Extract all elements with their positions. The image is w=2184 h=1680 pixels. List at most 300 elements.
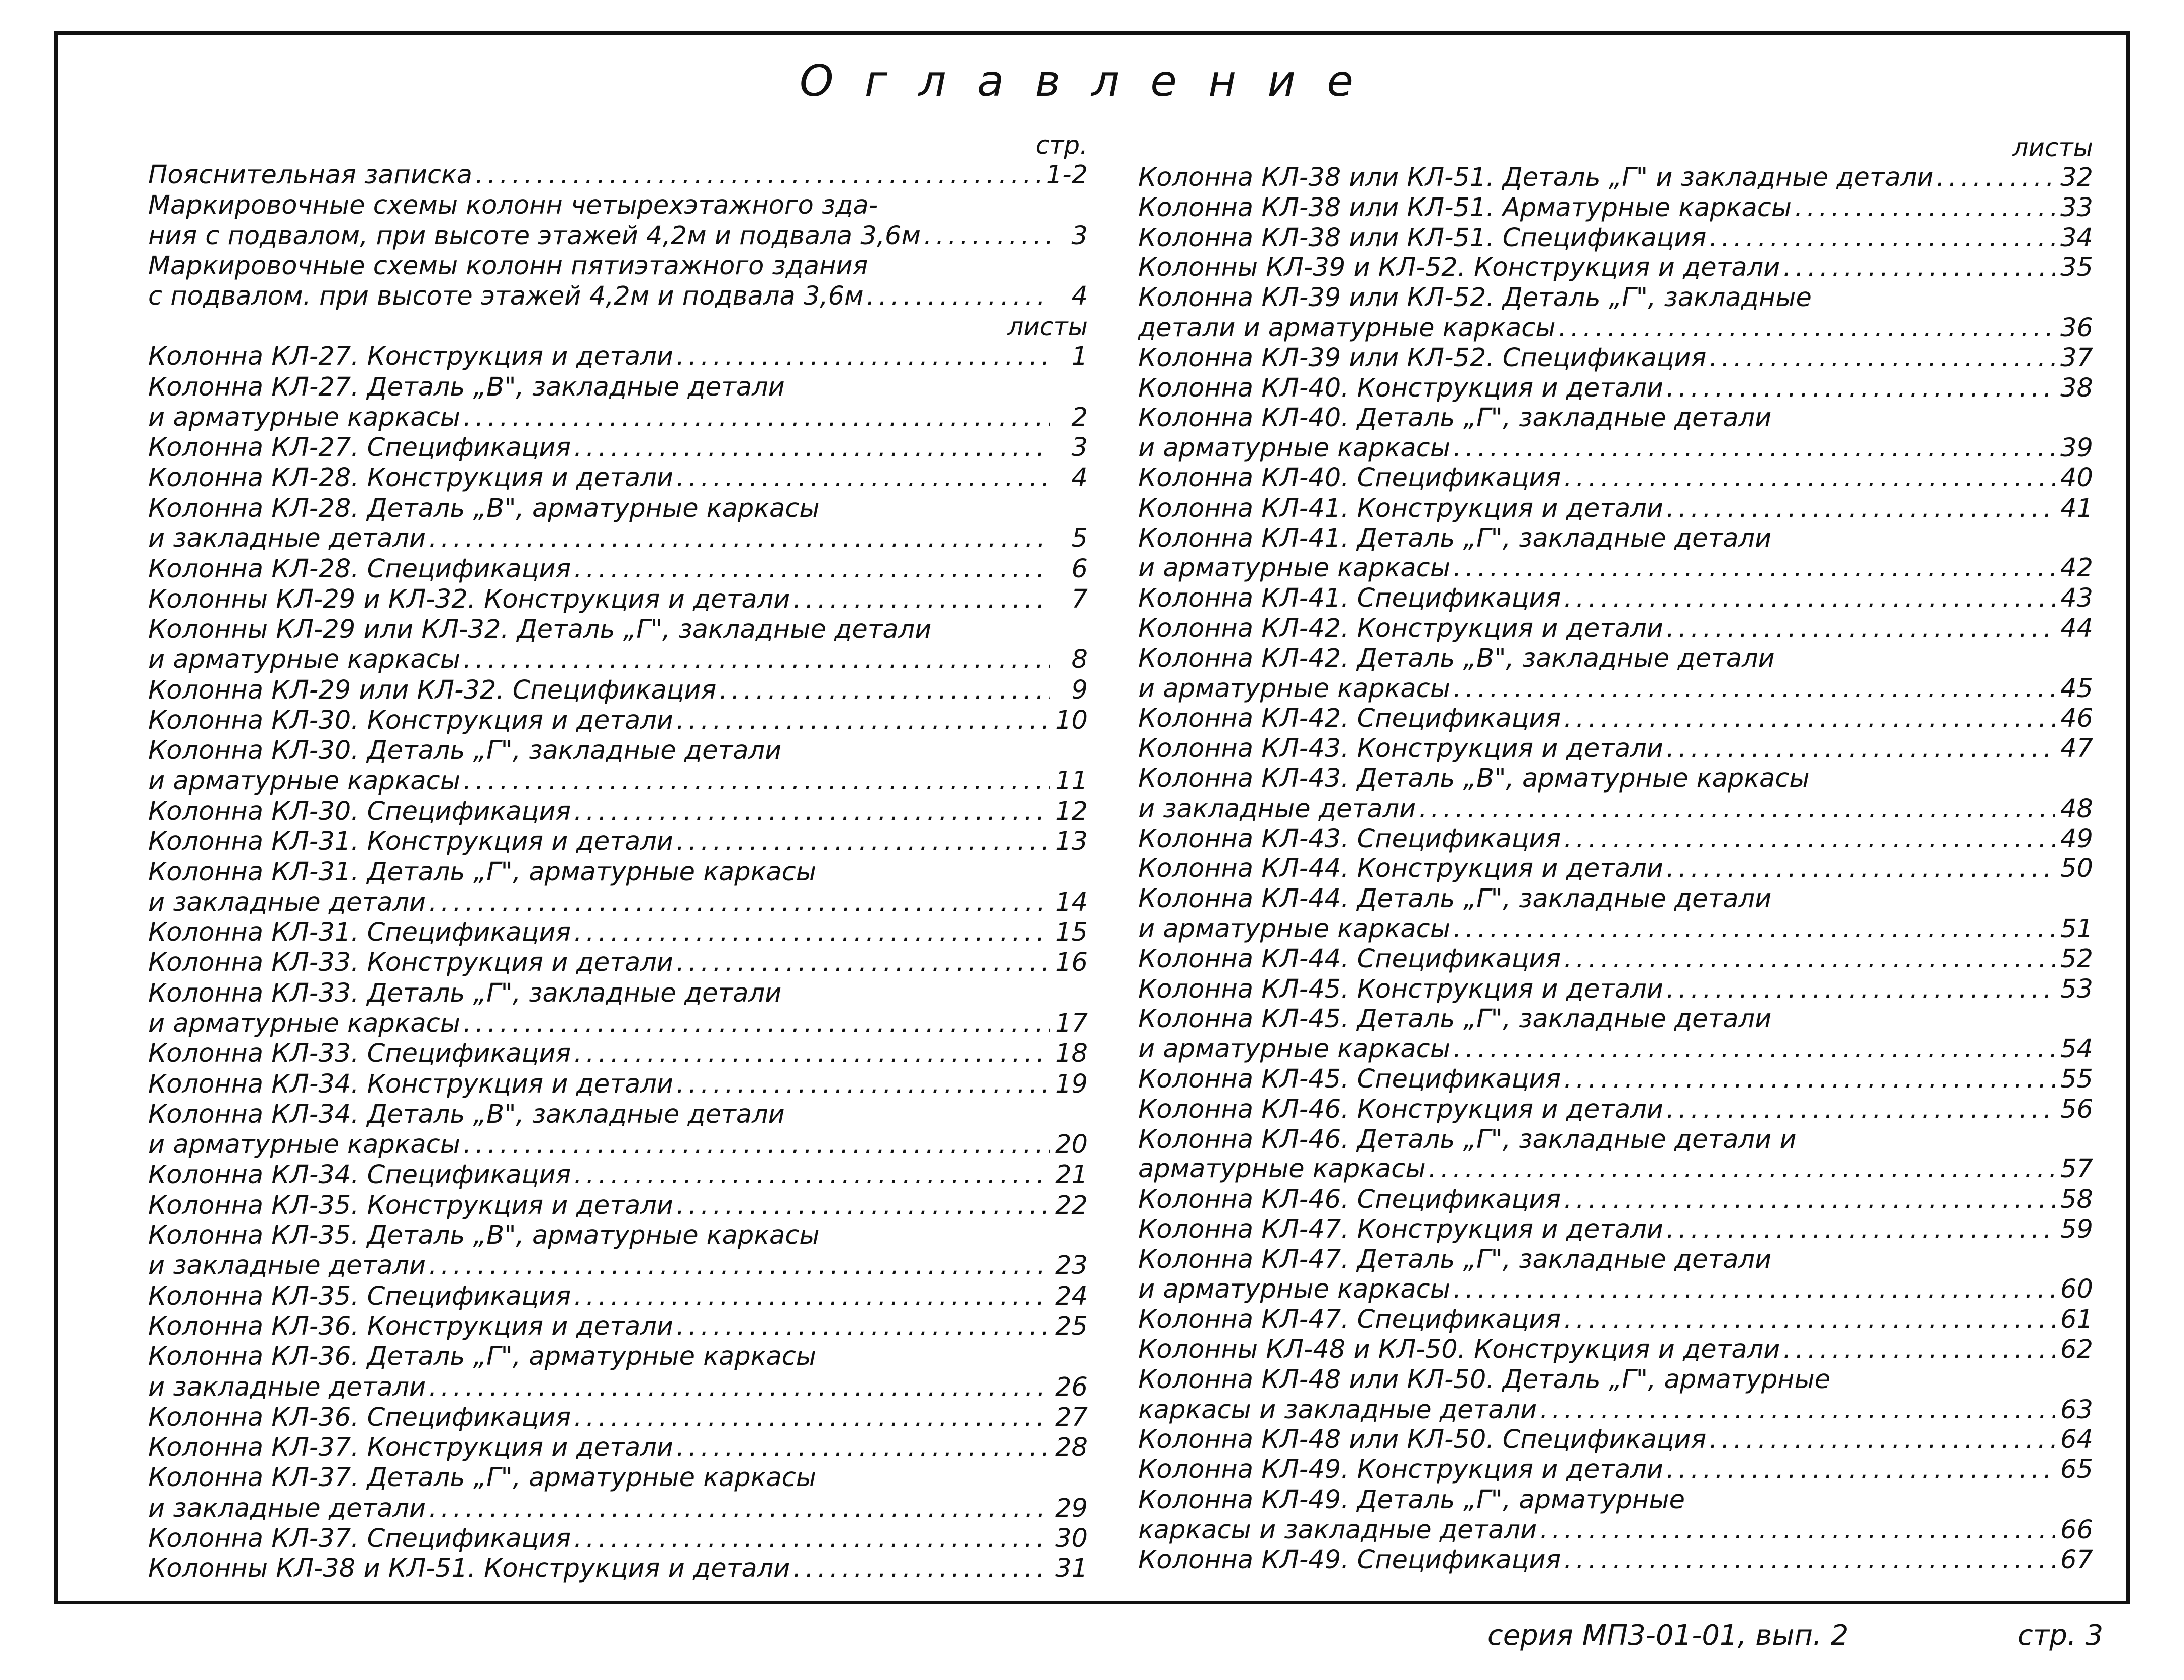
dot-leader (676, 827, 1050, 857)
dot-leader (1666, 373, 2055, 404)
toc-entry (148, 1463, 1088, 1524)
toc-entry-line (148, 1463, 1088, 1493)
toc-entry-text: Колонна КЛ-44. Деталь „Г", закладные детали (1138, 884, 1772, 914)
sheet-number: 52 (2060, 944, 2093, 974)
toc-entry-line (148, 251, 1088, 281)
sheet-number: 10 (1055, 706, 1088, 736)
toc-entry-line (148, 342, 1088, 372)
toc-entry (148, 1069, 1088, 1100)
toc-entry-text: Колонна КЛ-31. Конструкция и детали (148, 827, 673, 857)
toc-entry-text: Колонна КЛ-35. Спецификация (148, 1281, 571, 1311)
dot-leader (574, 433, 1050, 463)
dot-leader (1564, 1305, 2055, 1335)
toc-entry-line (148, 706, 1088, 736)
toc-entry-line (1138, 493, 2093, 524)
toc-entry-line (1138, 253, 2093, 283)
sheet-number: 8 (1071, 645, 1088, 675)
toc-entry-line (148, 1191, 1088, 1221)
toc-entry-line (148, 1130, 1088, 1160)
sheet-number: 57 (2060, 1154, 2093, 1184)
page-title: Оглавление (799, 56, 1385, 107)
dot-leader (1666, 493, 2055, 524)
toc-entry-text: и арматурные каркасы (1138, 914, 1450, 944)
dot-leader (475, 160, 1043, 190)
toc-entry (1138, 1095, 2093, 1125)
toc-entry-text: с подвалом. при высоте этажей 4,2м и подвала 3,6м (148, 281, 864, 312)
toc-entry-line (1138, 824, 2093, 854)
toc-entry (1138, 193, 2093, 223)
toc-entry-text: и арматурные каркасы (148, 766, 460, 796)
toc-entry-line (1138, 163, 2093, 193)
dot-leader (1709, 223, 2055, 253)
toc-entry-line (1138, 1395, 2093, 1425)
toc-entry-text: Колонна КЛ-33. Деталь „Г", закладные детали (148, 978, 782, 1008)
dot-leader (676, 948, 1050, 978)
toc-entry-line (148, 1433, 1088, 1463)
toc-entry-line (148, 645, 1088, 675)
sheet-number: 25 (1055, 1311, 1088, 1341)
sheet-number: 17 (1055, 1009, 1088, 1039)
sheet-number: 64 (2060, 1425, 2093, 1455)
dot-leader (574, 1160, 1050, 1191)
dot-leader (1709, 1425, 2055, 1455)
dot-leader (463, 1009, 1050, 1039)
toc-entry-line (1138, 764, 2093, 794)
toc-entry-text: Колонна КЛ-28. Деталь „В", арматурные каркасы (148, 493, 820, 523)
dot-leader (574, 554, 1050, 584)
dot-leader (574, 1524, 1050, 1554)
toc-entry (1138, 163, 2093, 193)
toc-entry-text: Колонны КЛ-39 и КЛ-52. Конструкция и детали (1138, 253, 1780, 283)
toc-entry-text: каркасы и закладные детали (1138, 1395, 1537, 1425)
toc-entry-text: и арматурные каркасы (148, 645, 460, 675)
toc-entry-line (148, 827, 1088, 857)
toc-entry-text: Маркировочные схемы колонн четырехэтажного зда- (148, 190, 878, 221)
toc-entry-line (148, 978, 1088, 1009)
toc-entry-text: Колонна КЛ-40. Деталь „Г", закладные детали (1138, 403, 1772, 433)
toc-entry (1138, 854, 2093, 884)
toc-entry-line (148, 948, 1088, 978)
dot-leader (676, 342, 1050, 372)
toc-entry (148, 554, 1088, 584)
sheet-number: 7 (1071, 584, 1088, 614)
toc-entry-text: Колонна КЛ-34. Конструкция и детали (148, 1069, 673, 1099)
toc-entry-text: Колонна КЛ-38 или КЛ-51. Арматурные каркасы (1138, 192, 1792, 223)
sheet-number: 37 (2060, 343, 2093, 373)
toc-entry-line (1138, 343, 2093, 373)
toc-entry-text: Колонна КЛ-38 или КЛ-51. Спецификация (1138, 223, 1707, 253)
toc-entry (1138, 1125, 2093, 1185)
toc-sheets-list-right (1138, 163, 2093, 1575)
toc-entry-text: Пояснительная записка (148, 160, 472, 190)
toc-entry-line (1138, 1455, 2093, 1485)
dot-leader (429, 887, 1050, 918)
dot-leader (574, 1281, 1050, 1312)
toc-entry-text: Колонна КЛ-45. Конструкция и детали (1138, 974, 1663, 1004)
toc-entry-line (1138, 1305, 2093, 1335)
toc-entry-line (148, 584, 1088, 615)
toc-entry-line (1138, 704, 2093, 734)
toc-entry (148, 1191, 1088, 1221)
sheet-number: 58 (2060, 1184, 2093, 1215)
toc-entry-text: Колонна КЛ-35. Деталь „В", арматурные каркасы (148, 1221, 820, 1251)
column-header-sheets: листы (1007, 312, 1088, 342)
sheet-number: 51 (2060, 914, 2093, 944)
toc-entry-text: Колонна КЛ-34. Деталь „В", закладные детали (148, 1099, 785, 1129)
dot-leader (1783, 253, 2055, 283)
toc-entry-line (1138, 283, 2093, 313)
sheet-number: 62 (2060, 1335, 2093, 1365)
toc-entry-text: Колонна КЛ-38 или КЛ-51. Деталь „Г" и закладные детали (1138, 163, 1934, 192)
dot-leader (463, 766, 1050, 797)
toc-entry-text: Колонна КЛ-40. Конструкция и детали (1138, 373, 1663, 403)
sheet-number: 3 (1071, 221, 1088, 251)
toc-entry-text: Колонна КЛ-39 или КЛ-52. Деталь „Г", закладные (1138, 283, 1812, 313)
dot-leader (429, 524, 1050, 554)
toc-entry (148, 251, 1088, 312)
toc-entry-line (148, 1281, 1088, 1312)
toc-entry-line (1138, 524, 2093, 554)
sheet-number: 3 (1071, 433, 1088, 463)
toc-entry-line (148, 1372, 1088, 1403)
sheet-number: 42 (2060, 553, 2093, 583)
toc-entry-line (148, 797, 1088, 827)
dot-leader (1666, 854, 2055, 884)
sheet-number: 47 (2060, 734, 2093, 764)
dot-leader (574, 797, 1050, 827)
toc-entry-line (148, 1069, 1088, 1100)
toc-entry-text: Колонна КЛ-42. Спецификация (1138, 704, 1561, 734)
toc-entry (1138, 824, 2093, 854)
toc-entry (1138, 1004, 2093, 1064)
toc-entry-text: Колонны КЛ-29 или КЛ-32. Деталь „Г", закладные детали (148, 615, 932, 645)
toc-entry (148, 584, 1088, 615)
document-frame (54, 31, 2130, 1604)
sheet-number: 38 (2060, 373, 2093, 403)
dot-leader (429, 1251, 1050, 1281)
dot-leader (429, 1494, 1050, 1524)
toc-entry-line (148, 403, 1088, 433)
dot-leader (1666, 974, 2055, 1005)
toc-entry (1138, 1064, 2093, 1095)
series-label: серия МП3-01-01, вып. 2 (1487, 1619, 1849, 1652)
dot-leader (463, 645, 1050, 675)
toc-entry-text: Колонна КЛ-27. Конструкция и детали (148, 342, 673, 372)
toc-entry (148, 463, 1088, 493)
dot-leader (924, 221, 1050, 251)
toc-entry-line (148, 1494, 1088, 1524)
dot-leader (1666, 1455, 2055, 1485)
dot-leader (867, 281, 1050, 312)
dot-leader (1783, 1335, 2055, 1365)
dot-leader (1559, 313, 2055, 343)
dot-leader (1937, 163, 2055, 193)
dot-leader (1709, 343, 2055, 373)
dot-leader (1564, 1545, 2055, 1575)
toc-entry-text: Колонна КЛ-28. Спецификация (148, 554, 571, 584)
toc-entry-text: Колонна КЛ-49. Спецификация (1138, 1545, 1561, 1575)
toc-entry-text: Колонны КЛ-48 и КЛ-50. Конструкция и детали (1138, 1335, 1780, 1365)
dot-leader (1429, 1154, 2055, 1184)
sheet-number: 1-2 (1046, 160, 1088, 190)
toc-entry-text: Колонна КЛ-31. Спецификация (148, 918, 571, 948)
toc-entry-line (148, 463, 1088, 493)
toc-entry-text: Колонна КЛ-41. Конструкция и детали (1138, 493, 1663, 523)
toc-entry (1138, 373, 2093, 404)
toc-entry (148, 190, 1088, 251)
toc-entry-text: Колонна КЛ-47. Деталь „Г", закладные детали (1138, 1244, 1772, 1274)
toc-entry (148, 1342, 1088, 1403)
sheet-number: 26 (1055, 1372, 1088, 1402)
dot-leader (676, 1433, 1050, 1463)
toc-entry-text: Колонны КЛ-29 и КЛ-32. Конструкция и детали (148, 584, 790, 614)
toc-entry (148, 433, 1088, 463)
toc-entry-line (1138, 1245, 2093, 1275)
sheet-number: 31 (1055, 1554, 1088, 1584)
dot-leader (676, 706, 1050, 736)
toc-entry (148, 948, 1088, 978)
toc-entry-text: Колонна КЛ-39 или КЛ-52. Спецификация (1138, 343, 1707, 373)
dot-leader (1564, 583, 2055, 614)
toc-entry-text: Колонна КЛ-37. Спецификация (148, 1524, 571, 1554)
toc-entry-text: Колонна КЛ-43. Деталь „В", арматурные каркасы (1138, 763, 1810, 794)
toc-entry-line (148, 1312, 1088, 1342)
sheet-number: 19 (1055, 1069, 1088, 1099)
sheet-number: 56 (2060, 1094, 2093, 1124)
dot-leader (1453, 433, 2055, 463)
sheet-number: 14 (1055, 887, 1088, 917)
toc-entry-line (148, 493, 1088, 524)
sheet-number: 61 (2060, 1305, 2093, 1335)
toc-entry (1138, 1215, 2093, 1245)
toc-entry-text: Колонна КЛ-42. Деталь „В", закладные детали (1138, 643, 1775, 673)
toc-entry-text: Колонна КЛ-29 или КЛ-32. Спецификация (148, 675, 717, 705)
toc-entry-line (1138, 223, 2093, 253)
sheet-number: 40 (2060, 463, 2093, 493)
toc-entry (1138, 343, 2093, 373)
toc-pages-list (148, 160, 1088, 312)
sheet-number: 49 (2060, 824, 2093, 854)
sheet-number: 13 (1055, 827, 1088, 857)
dot-leader (1564, 1064, 2055, 1095)
sheet-number: 43 (2060, 583, 2093, 614)
toc-entry-text: и арматурные каркасы (148, 1009, 460, 1039)
sheet-number: 27 (1055, 1402, 1088, 1432)
toc-entry-text: Колонна КЛ-36. Спецификация (148, 1402, 571, 1432)
toc-entry-text: ния с подвалом, при высоте этажей 4,2м и подвала 3,6м (148, 221, 921, 251)
toc-entry-line (148, 1403, 1088, 1433)
sheet-number: 18 (1055, 1039, 1088, 1069)
toc-entry-line (1138, 1365, 2093, 1395)
sheet-number: 48 (2060, 794, 2093, 824)
sheet-number: 21 (1055, 1160, 1088, 1190)
toc-entry-text: Колонна КЛ-36. Деталь „Г", арматурные каркасы (148, 1342, 817, 1372)
toc-entry-line (1138, 373, 2093, 404)
toc-entry-text: и арматурные каркасы (148, 1130, 460, 1160)
toc-entry (1138, 734, 2093, 764)
dot-leader (463, 403, 1050, 433)
toc-entry (1138, 493, 2093, 524)
toc-entry (1138, 614, 2093, 644)
toc-entry (1138, 1335, 2093, 1365)
sheet-number: 4 (1071, 281, 1088, 312)
dot-leader (676, 1069, 1050, 1100)
toc-entry-line (148, 433, 1088, 463)
toc-entry (148, 615, 1088, 675)
toc-entry (148, 675, 1088, 706)
dot-leader (719, 675, 1050, 706)
dot-leader (1666, 1215, 2055, 1245)
toc-entry (1138, 704, 2093, 734)
toc-entry-line (148, 615, 1088, 645)
toc-entry-text: Колонна КЛ-34. Спецификация (148, 1160, 571, 1190)
toc-entry-line (1138, 644, 2093, 674)
toc-entry-line (1138, 1034, 2093, 1064)
toc-entry (148, 1221, 1088, 1281)
toc-entry (1138, 1305, 2093, 1335)
sheet-number: 4 (1071, 463, 1088, 493)
toc-entry-text: арматурные каркасы (1138, 1154, 1426, 1184)
sheet-number: 33 (2060, 192, 2093, 223)
sheet-number: 54 (2060, 1034, 2093, 1064)
toc-entry (1138, 644, 2093, 704)
dot-leader (1419, 794, 2055, 824)
toc-entry-text: и закладные детали (148, 1493, 426, 1523)
toc-entry-line (1138, 974, 2093, 1005)
toc-entry (1138, 974, 2093, 1005)
dot-leader (574, 918, 1050, 948)
toc-entry (148, 1554, 1088, 1584)
toc-entry-text: Колонна КЛ-27. Деталь „В", закладные детали (148, 372, 785, 402)
toc-entry-line (1138, 614, 2093, 644)
toc-entry-line (148, 1342, 1088, 1372)
dot-leader (1453, 914, 2055, 944)
sheet-number: 66 (2060, 1515, 2093, 1545)
toc-entry-text: и арматурные каркасы (1138, 1034, 1450, 1064)
toc-entry (1138, 524, 2093, 584)
toc-entry-text: Колонна КЛ-40. Спецификация (1138, 463, 1561, 493)
sheet-number: 41 (2060, 493, 2093, 523)
toc-entry-text: Колонна КЛ-28. Конструкция и детали (148, 463, 673, 493)
toc-entry-text: Колонна КЛ-35. Конструкция и детали (148, 1190, 673, 1220)
toc-entry-line (1138, 1274, 2093, 1305)
toc-entry-line (148, 1554, 1088, 1584)
toc-entry-line (1138, 1184, 2093, 1215)
toc-entry-text: Колонна КЛ-33. Спецификация (148, 1039, 571, 1069)
dot-leader (1564, 704, 2055, 734)
column-header-sheets-right: листы (2012, 133, 2093, 162)
toc-entry (148, 160, 1088, 190)
dot-leader (463, 1130, 1050, 1160)
sheet-number: 5 (1071, 524, 1088, 554)
toc-entry-line (148, 1039, 1088, 1069)
toc-entry (148, 1312, 1088, 1342)
toc-entry (1138, 223, 2093, 253)
toc-entry-text: и закладные детали (1138, 794, 1416, 824)
toc-entry-line (148, 1221, 1088, 1251)
dot-leader (793, 1554, 1050, 1584)
toc-entry (148, 918, 1088, 948)
toc-entry (148, 1403, 1088, 1433)
toc-sheets-list-left (148, 342, 1088, 1584)
toc-entry (1138, 283, 2093, 343)
dot-leader (1666, 1095, 2055, 1125)
column-header-pages: стр. (1035, 131, 1088, 160)
toc-entry-text: Колонна КЛ-48 или КЛ-50. Деталь „Г", арматурные (1138, 1364, 1831, 1395)
dot-leader (1666, 734, 2055, 764)
toc-entry (1138, 1485, 2093, 1545)
sheet-number: 11 (1055, 766, 1088, 796)
toc-entry-text: Маркировочные схемы колонн пятиэтажного здания (148, 251, 868, 281)
toc-entry-text: Колонна КЛ-41. Деталь „Г", закладные детали (1138, 523, 1772, 553)
toc-entry-text: и закладные детали (148, 1372, 426, 1402)
dot-leader (676, 1191, 1050, 1221)
toc-entry-text: Колонны КЛ-38 и КЛ-51. Конструкция и детали (148, 1554, 790, 1584)
toc-entry-text: и арматурные каркасы (148, 403, 460, 433)
toc-entry (148, 736, 1088, 797)
toc-entry-text: и арматурные каркасы (1138, 673, 1450, 704)
sheet-number: 46 (2060, 704, 2093, 734)
toc-entry-line (1138, 553, 2093, 583)
toc-entry-line (1138, 463, 2093, 493)
toc-entry-text: и закладные детали (148, 1251, 426, 1281)
toc-entry-line (148, 1100, 1088, 1130)
dot-leader (1540, 1515, 2055, 1545)
dot-leader (1564, 1184, 2055, 1215)
toc-entry-line (148, 766, 1088, 797)
toc-entry (1138, 1245, 2093, 1305)
toc-entry-line (1138, 1215, 2093, 1245)
toc-entry-line (1138, 403, 2093, 433)
toc-entry-line (1138, 1095, 2093, 1125)
dot-leader (1564, 944, 2055, 974)
sheet-number: 34 (2060, 223, 2093, 253)
toc-entry-line (148, 190, 1088, 221)
sheet-number: 60 (2060, 1274, 2093, 1305)
toc-entry (148, 372, 1088, 433)
toc-entry-line (1138, 1154, 2093, 1184)
toc-entry-text: Колонна КЛ-30. Деталь „Г", закладные детали (148, 736, 782, 766)
dot-leader (429, 1372, 1050, 1403)
sheet-number: 39 (2060, 433, 2093, 463)
toc-entry (148, 827, 1088, 857)
toc-entry-line (148, 221, 1088, 251)
toc-entry-line (148, 1524, 1088, 1554)
toc-entry (148, 857, 1088, 918)
sheet-number: 55 (2060, 1064, 2093, 1094)
toc-entry-text: Колонна КЛ-30. Спецификация (148, 796, 571, 826)
toc-entry-line (148, 1160, 1088, 1191)
sheet-number: 50 (2060, 854, 2093, 884)
sheet-number: 20 (1055, 1130, 1088, 1160)
toc-entry-text: детали и арматурные каркасы (1138, 313, 1556, 343)
toc-entry-text: Колонна КЛ-46. Конструкция и детали (1138, 1094, 1663, 1124)
toc-entry-line (148, 1251, 1088, 1281)
toc-entry (148, 706, 1088, 736)
toc-entry (148, 342, 1088, 372)
toc-entry-text: Колонна КЛ-46. Деталь „Г", закладные детали и (1138, 1124, 1797, 1154)
toc-entry-text: Колонна КЛ-37. Конструкция и детали (148, 1433, 673, 1463)
toc-entry-line (1138, 914, 2093, 944)
toc-entry-line (1138, 1485, 2093, 1515)
toc-entry-text: Колонна КЛ-27. Спецификация (148, 433, 571, 463)
toc-entry-line (1138, 1064, 2093, 1095)
toc-entry-text: и закладные детали (148, 887, 426, 917)
toc-entry-line (1138, 1425, 2093, 1455)
toc-entry (1138, 463, 2093, 493)
toc-entry-line (148, 675, 1088, 706)
sheet-number: 59 (2060, 1214, 2093, 1244)
